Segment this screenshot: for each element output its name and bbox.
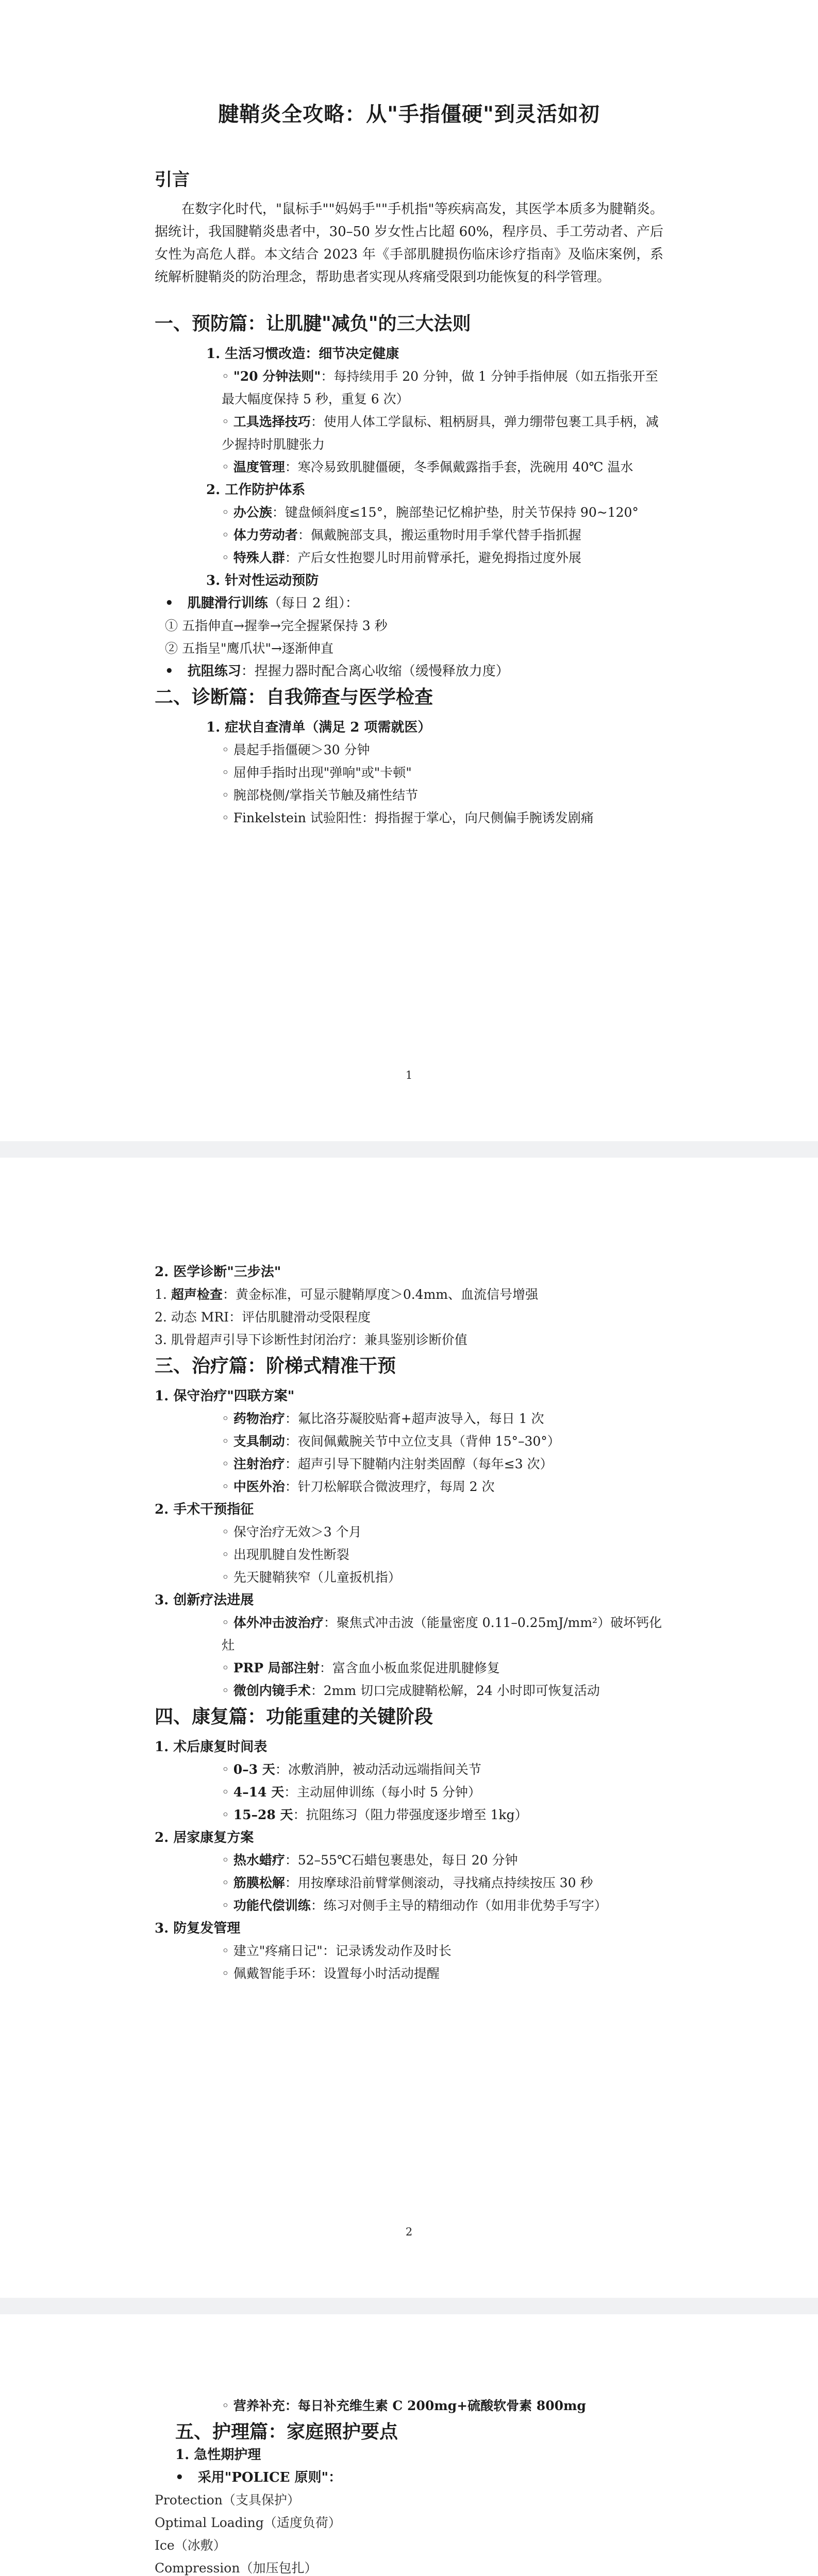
page-2 [0,1158,818,2298]
s1-2-item: ◦ 特殊人群：产后女性抱婴儿时用前臂承托，避免拇指过度外展 [222,550,581,565]
s1-1-item: ◦ 温度管理：寒冷易致肌腱僵硬，冬季佩戴露指手套，洗碗用 40℃ 温水 [222,460,633,474]
s5-1-heading: 1. 急性期护理 [175,2447,261,2463]
s3-3-item: ◦ PRP 局部注射：富含血小板血浆促进肌腱修复 [222,1660,500,1675]
section-1-title: 一、预防篇：让肌腱"减负"的三大法则 [155,313,471,334]
s2-2-step: 2. 动态 MRI：评估肌腱滑动受限程度 [155,1310,371,1325]
s3-2-heading: 2. 手术干预指征 [155,1502,254,1517]
page-1 [0,0,818,1141]
s4-1-heading: 1. 术后康复时间表 [155,1739,268,1755]
police-item: Ice（冰敷） [155,2538,226,2553]
police-item: Compression（加压包扎） [155,2561,318,2575]
s4-2-item: ◦ 热水蜡疗：52–55℃石蜡包裹患处，每日 20 分钟 [222,1853,518,1868]
s1-3-bullet: • 肌腱滑行训练（每日 2 组）： [165,596,359,611]
s3-3-item: ◦ 微创内镜手术：2mm 切口完成腱鞘松解，24 小时即可恢复活动 [222,1683,600,1698]
s2-1-heading: 1. 症状自查清单（满足 2 项需就医） [206,720,431,735]
section-3-title: 三、治疗篇：阶梯式精准干预 [155,1355,396,1377]
s3-1-item: ◦ 中医外治：针刀松解联合微波理疗，每周 2 次 [222,1479,495,1494]
s1-2-item: ◦ 体力劳动者：佩戴腕部支具，搬运重物时用手掌代替手指抓握 [222,528,581,543]
police-item: Protection（支具保护） [155,2493,300,2507]
s3-1-item: ◦ 注射治疗：超声引导下腱鞘内注射类固醇（每年≤3 次） [222,1456,553,1471]
s4-1-item: ◦ 4–14 天：主动屈伸训练（每小时 5 分钟） [222,1785,481,1800]
s1-2-heading: 2. 工作防护体系 [206,482,306,498]
s2-1-item: ◦ Finkelstein 试验阳性：拇指握于掌心，向尺侧偏手腕诱发剧痛 [222,810,594,825]
s2-2-step: 3. 肌骨超声引导下诊断性封闭治疗：兼具鉴别诊断价值 [155,1332,468,1347]
section-5-title: 五、护理篇：家庭照护要点 [175,2421,398,2443]
s1-1-heading: 1. 生活习惯改造：细节决定健康 [206,346,399,362]
page-number: 2 [405,2226,413,2238]
doc-title: 腱鞘炎全攻略：从"手指僵硬"到灵活如初 [218,102,600,126]
s2-1-item: ◦ 屈伸手指时出现"弹响"或"卡顿" [222,765,412,780]
s4-3-heading: 3. 防复发管理 [155,1921,241,1936]
s2-2-step: 1. 超声检查：黄金标准，可显示腱鞘厚度＞0.4mm、血流信号增强 [155,1287,539,1302]
page-number: 1 [405,1069,413,1081]
s4-2-item: ◦ 筋膜松解：用按摩球沿前臂掌侧滚动，寻找痛点持续按压 30 秒 [222,1875,593,1890]
s1-2-item: ◦ 办公族：键盘倾斜度≤15°，腕部垫记忆棉护垫，肘关节保持 90~120° [222,505,639,520]
s3-2-item: ◦ 先天腱鞘狭窄（儿童扳机指） [222,1570,401,1585]
s1-3-step: ② 五指呈"鹰爪状"→逐渐伸直 [165,641,333,656]
s4-1-item: ◦ 0–3 天：冰敷消肿，被动活动远端指间关节 [222,1762,481,1777]
s3-2-item: ◦ 出现肌腱自发性断裂 [222,1547,349,1562]
s1-3-step: ① 五指伸直→握拳→完全握紧保持 3 秒 [165,618,388,633]
s1-3-heading: 3. 针对性运动预防 [206,573,319,588]
s4-3-item: ◦ 佩戴智能手环：设置每小时活动提醒 [222,1966,440,1981]
s4-2-heading: 2. 居家康复方案 [155,1830,254,1845]
s4-3-item: ◦ 建立"疼痛日记"：记录诱发动作及时长 [222,1943,452,1958]
s2-1-item: ◦ 腕部桡侧/掌指关节触及痛性结节 [222,788,419,803]
s4-2-item: ◦ 功能代偿训练：练习对侧手主导的精细动作（如用非优势手写字） [222,1898,607,1913]
s3-3-heading: 3. 创新疗法进展 [155,1592,254,1608]
s3-3-item: ◦ 体外冲击波治疗：聚焦式冲击波（能量密度 0.11–0.25mJ/mm²）破坏钙化灶 [222,1615,662,1653]
police-item: Optimal Loading（适度负荷） [155,2515,341,2530]
s1-3-bullet: • 抗阻练习：捏握力器时配合离心收缩（缓慢释放力度） [165,664,509,679]
s4-1-item: ◦ 15–28 天：抗阻练习（阻力带强度逐步增至 1kg） [222,1807,528,1822]
s3-1-item: ◦ 药物治疗：氟比洛芬凝胶贴膏+超声波导入，每日 1 次 [222,1411,544,1426]
intro-paragraph: 在数字化时代，"鼠标手""妈妈手""手机指"等疾病高发，其医学本质多为腱鞘炎。据统计，我国腱鞘炎患者中，30–50 岁女性占比超 60%，程序员、手工劳动者、产后女性为高危人群。本文结合 2023 年《手部肌腱损伤临床诊疗指南》及临床案例，系统解析腱鞘炎的防治理念，帮助患者实现从疼痛受限到功能恢复的科学管理。 [155,201,663,285]
s1-1-item: ◦ 工具选择技巧：使用人体工学鼠标、粗柄厨具，弹力绷带包裹工具手柄，减少握持时肌腱张力 [222,414,659,452]
intro-heading: 引言 [155,170,190,190]
s3-2-item: ◦ 保守治疗无效＞3 个月 [222,1524,362,1539]
s2-2-heading: 2. 医学诊断"三步法" [155,1264,281,1280]
nutrition-item: ◦ 营养补充：每日补充维生素 C 200mg+硫酸软骨素 800mg [222,2398,586,2413]
page-3 [0,2314,818,2576]
s3-1-heading: 1. 保守治疗"四联方案" [155,1388,295,1404]
s2-1-item: ◦ 晨起手指僵硬＞30 分钟 [222,742,370,757]
s1-1-item: ◦ "20 分钟法则"：每持续用手 20 分钟，做 1 分钟手指伸展（如五指张开至最大幅度保持 5 秒，重复 6 次） [222,369,658,406]
s3-1-item: ◦ 支具制动：夜间佩戴腕关节中立位支具（背伸 15°–30°） [222,1434,560,1449]
police-bullet: • 采用"POLICE 原则"： [175,2470,342,2485]
section-2-title: 二、诊断篇：自我筛查与医学检查 [155,686,433,708]
section-4-title: 四、康复篇：功能重建的关键阶段 [155,1706,433,1727]
